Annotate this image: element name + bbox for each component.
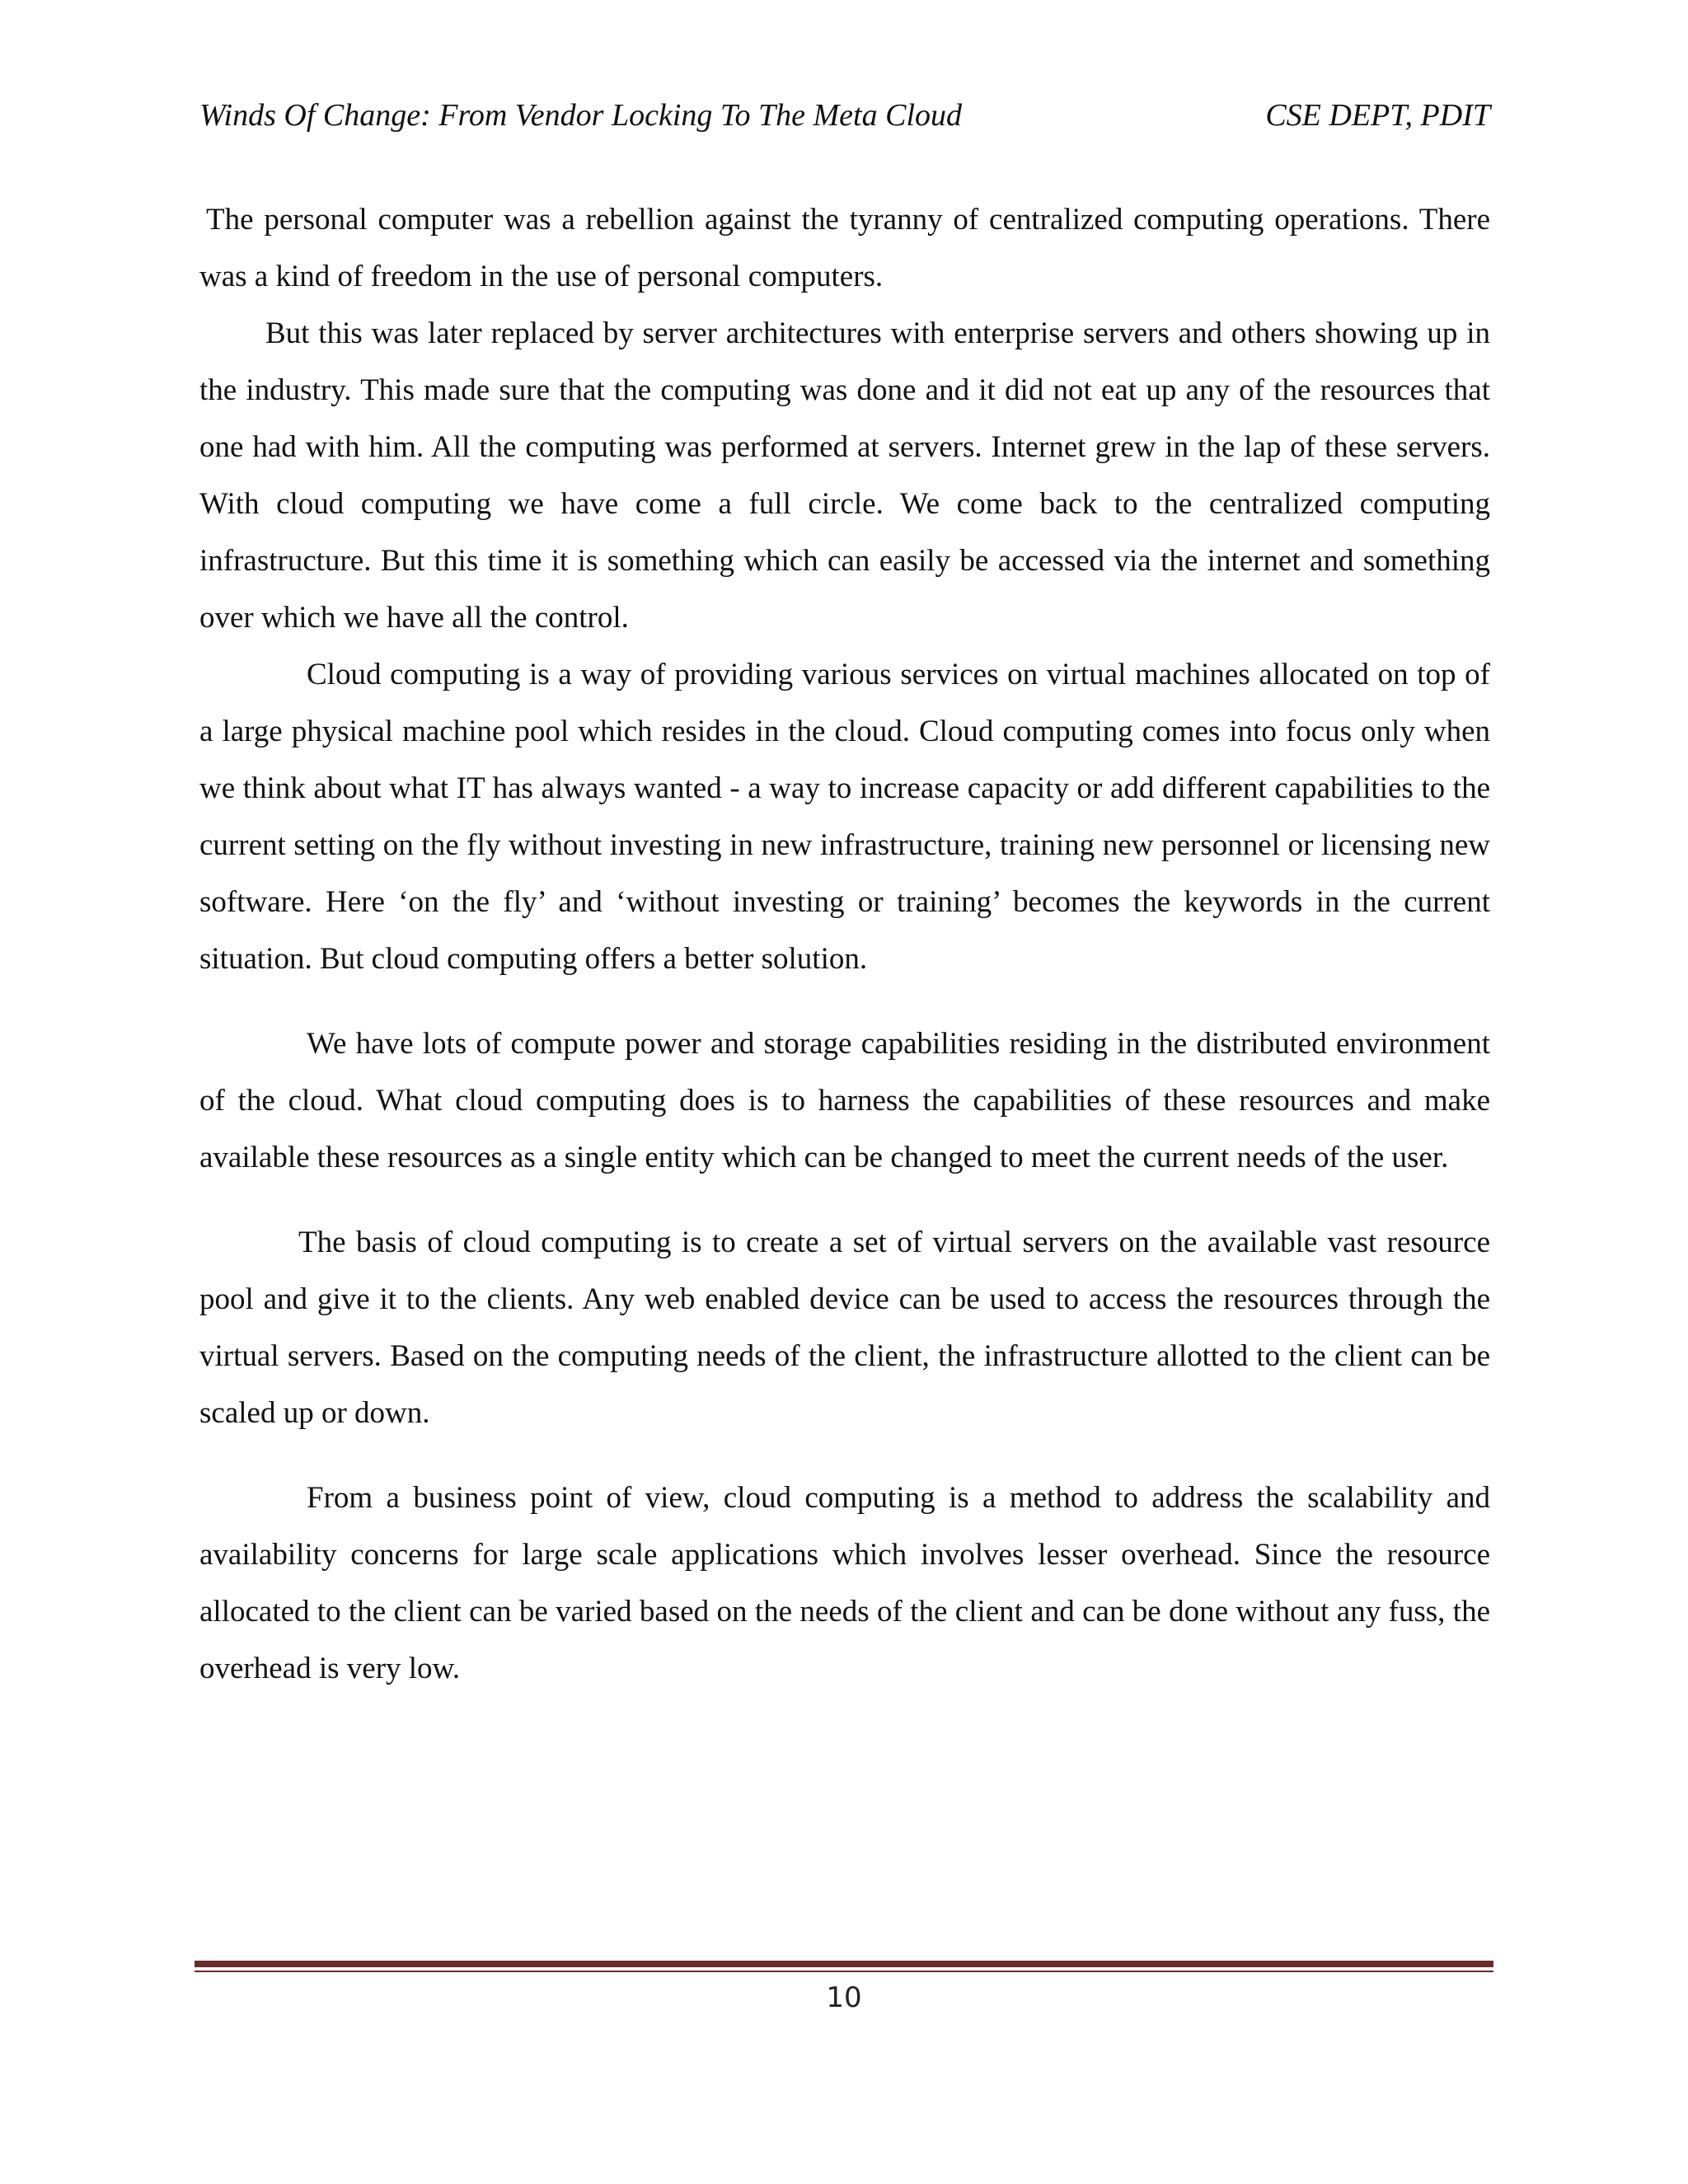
paragraph-5: The basis of cloud computing is to create a set of virtual servers on the available vast resource pool and give it to the clients. Any web enabled device can be used to access the resources through the virtual servers. Based on the computing needs of the client, the infrastructure allotted to the client can be scaled up or down. [199, 1226, 1490, 1430]
paragraph-3: Cloud computing is a way of providing various services on virtual machines allocated on top of a large physical machine pool which resides in the cloud. Cloud computing comes into focus only when we think about what IT has always wanted - a way to increase capacity or add different capabilities to the current setting on the fly without investing in new infrastructure, training new personnel or licensing new software. Here ‘on the fly’ and ‘without investing or training’ becomes the keywords in the current situation. But cloud computing offers a better solution. [199, 658, 1490, 976]
page-number: 10 [826, 1981, 862, 2014]
paragraph-4: We have lots of compute power and storage capabilities residing in the distributed environment of the cloud. What cloud computing does is to harness the capabilities of these resources and make available these resources as a single entity which can be changed to meet the current needs of the user. [199, 1027, 1490, 1174]
body-text [199, 191, 1490, 1697]
footer-rule-thick [195, 1961, 1493, 1967]
footer-rule-thin [195, 1971, 1493, 1972]
header-department: CSE DEPT, PDIT [1265, 98, 1490, 133]
running-header [199, 92, 1490, 138]
paragraph-2: But this was later replaced by server architectures with enterprise servers and others showing up in the industry. This made sure that the computing was done and it did not eat up any of the resources that one had with him. All the computing was performed at servers. Internet grew in the lap of these servers. With cloud computing we have come a full circle. We come back to the centralized computing infrastructure. But this time it is something which can easily be accessed via the internet and something over which we have all the control. [199, 316, 1490, 635]
paragraph-1: The personal computer was a rebellion against the tyranny of centralized computing operations. There was a kind of freedom in the use of personal computers. [199, 203, 1490, 293]
header-title: Winds Of Change: From Vendor Locking To The Meta Cloud [199, 98, 963, 133]
paragraph-6: From a business point of view, cloud computing is a method to address the scalability and availability concerns for large scale applications which involves lesser overhead. Since the resource allocated to the client can be varied based on the needs of the client and can be done without any fuss, the overhead is very low. [199, 1481, 1490, 1685]
